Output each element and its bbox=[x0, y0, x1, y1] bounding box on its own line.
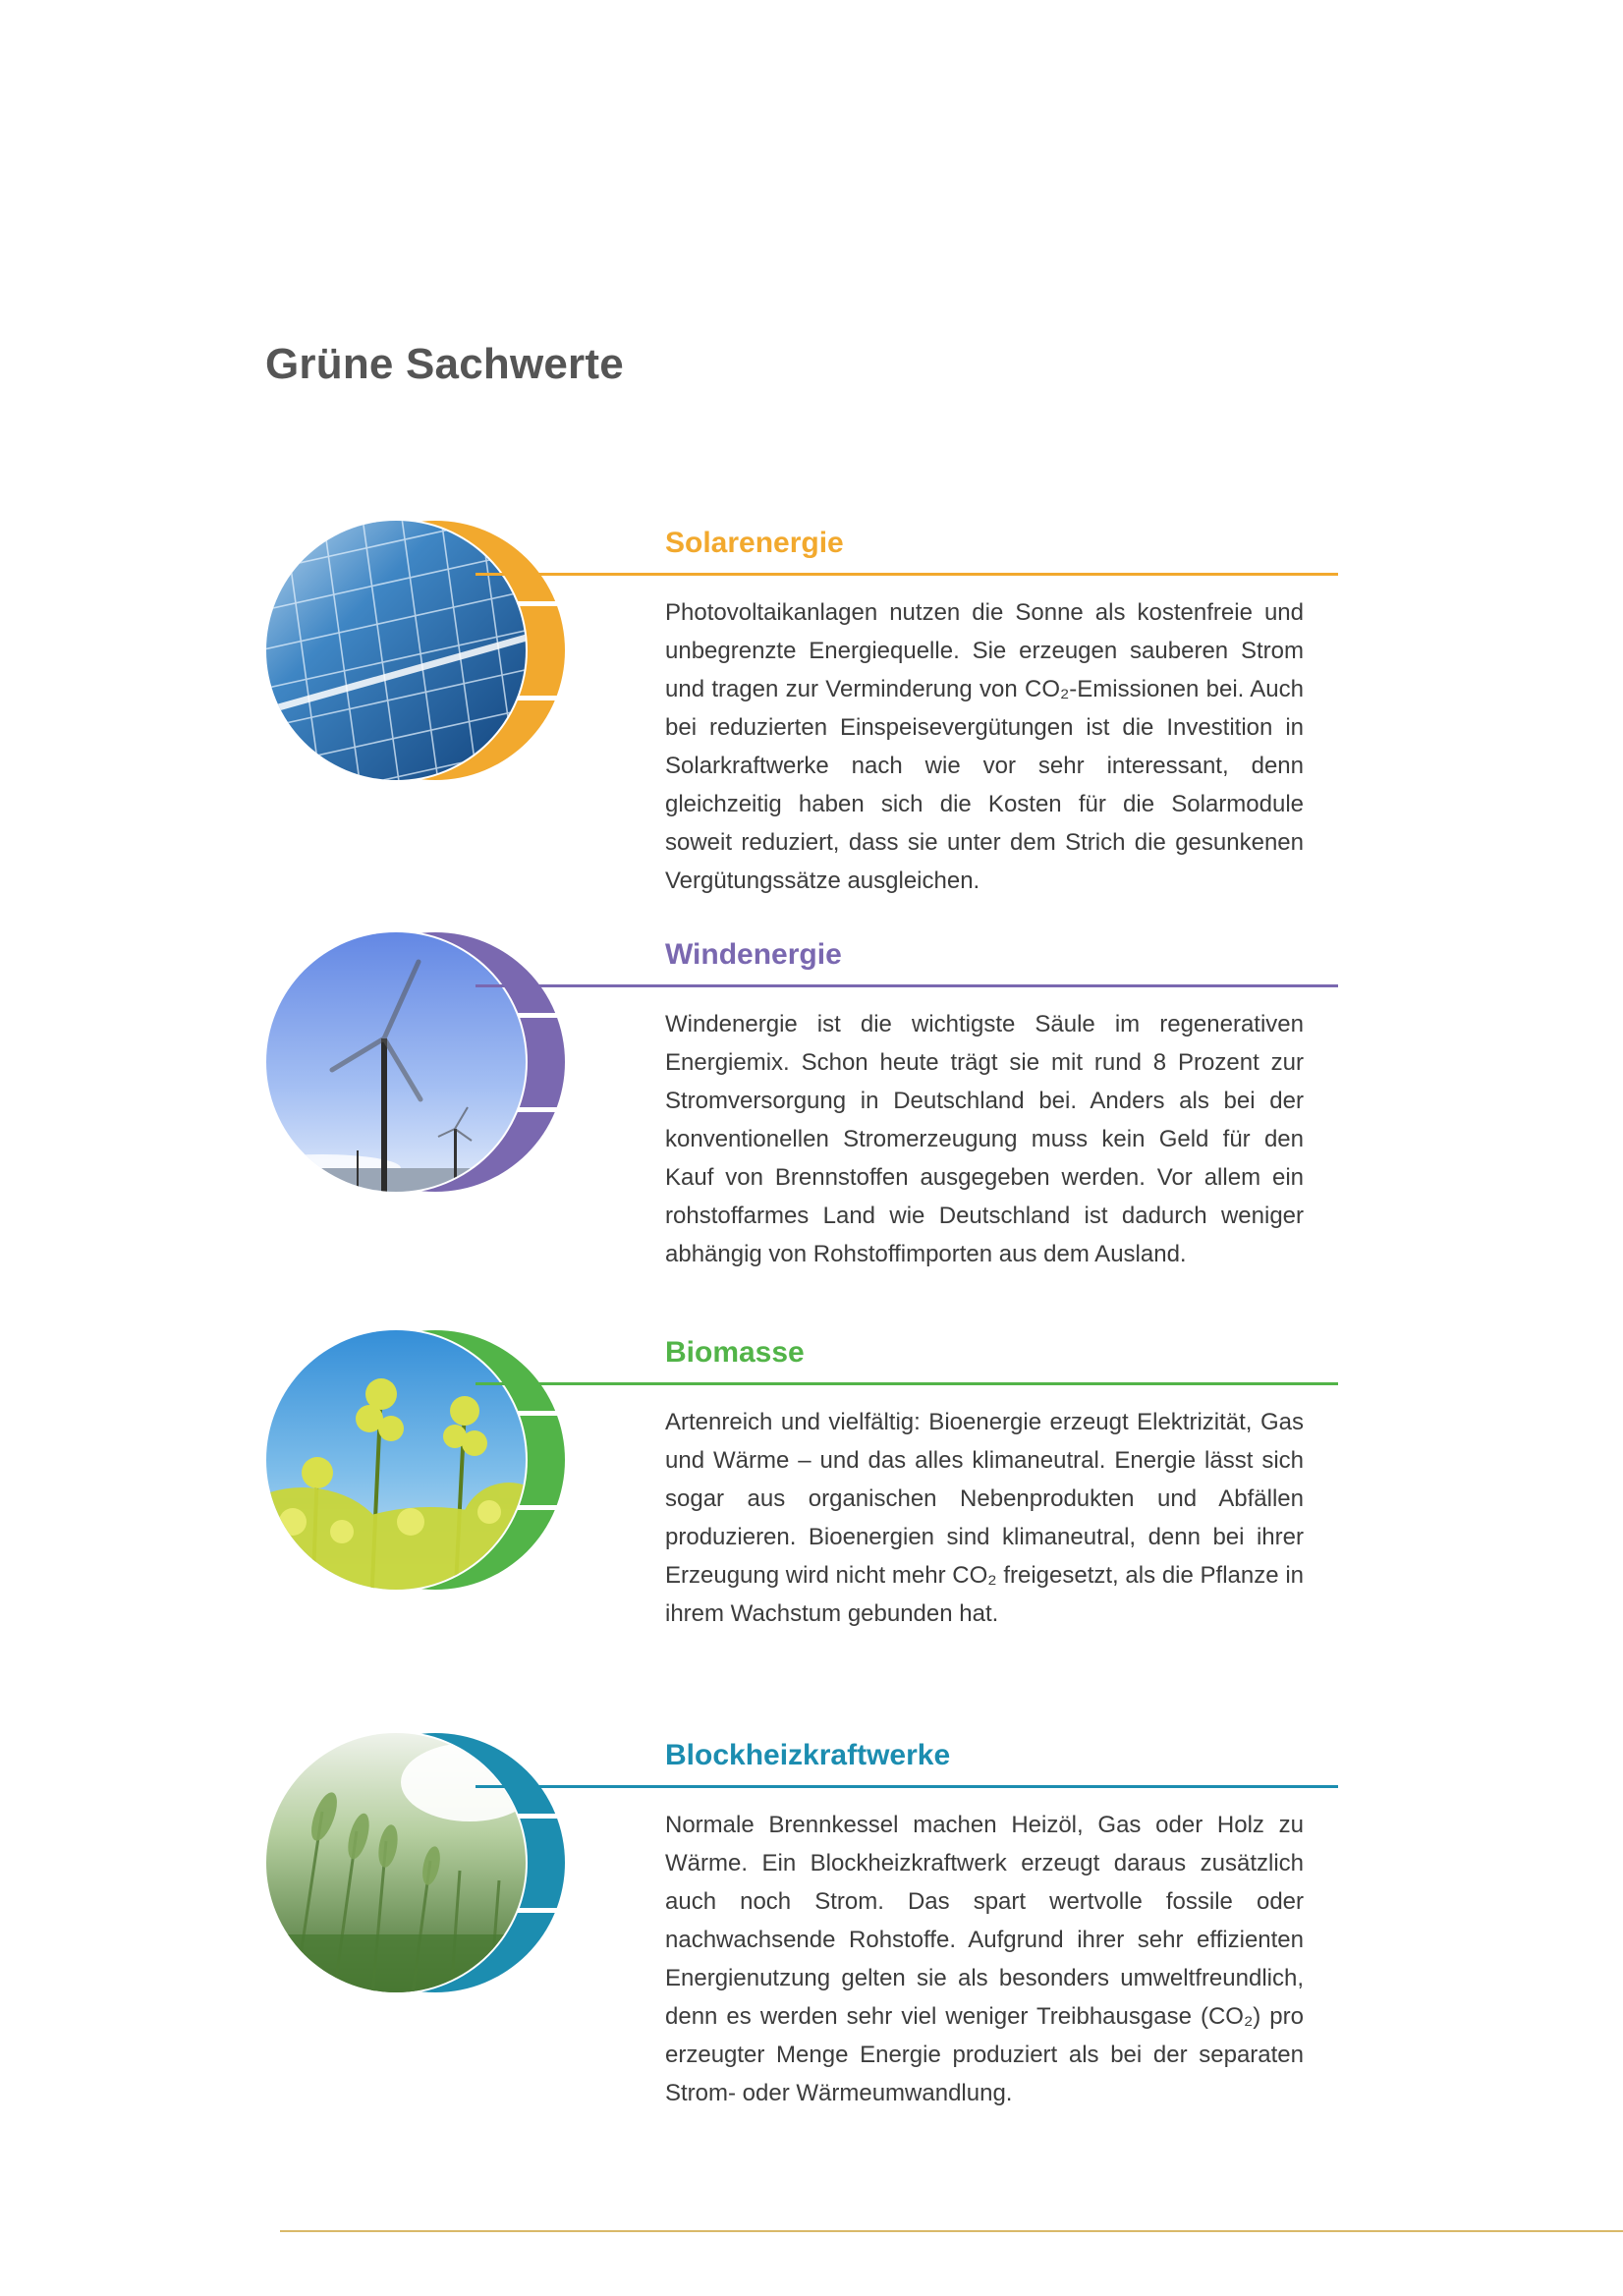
section-body: Normale Brennkessel machen Heizöl, Gas oder Holz zu Wärme. Ein Blockheizkraftwerk erzeugt daraus zusätzlich auch noch Strom. Das spart wertvolle fossile oder nachwachsende Rohstoffe. Aufgrund ihrer sehr effizienten Energienutzung gelten sie als besonders umweltfreundlich, denn es werden sehr viel weniger Treibhausgase (CO₂) pro erzeugter Menge Energie produziert als bei der separaten Strom- oder Wärmeumwandlung. bbox=[665, 1812, 1304, 2106]
section-body: Artenreich und vielfältig: Bioenergie erzeugt Elektrizität, Gas und Wärme – und das alles klimaneutral. Energie lässt sich sogar aus organischen Nebenprodukten und Abfällen produzieren. Bioenergien sind klimaneutral, denn bei ihrer Erzeugung wird nicht mehr CO₂ freigesetzt, als die Pflanze in ihrem Wachstum gebunden hat. bbox=[665, 1409, 1304, 1627]
section-heading: Windenergie bbox=[665, 938, 842, 971]
section-heading: Solarenergie bbox=[665, 527, 844, 559]
section-body: Photovoltaikanlagen nutzen die Sonne als kostenfreie und unbegrenzte Energiequelle. Sie erzeugen sauberen Strom und tragen zur Verminderung von CO₂-Emissionen bei. Auch bei reduzierten Einspeisevergütungen ist die Investition in Solarkraftwerke nach wie vor sehr interessant, denn gleichzeitig haben sich die Kosten für die Solarmodule soweit reduziert, dass sie unter dem Strich die gesunkenen Vergütungssätze ausgleichen. bbox=[665, 599, 1304, 894]
section-biomass bbox=[0, 1320, 1623, 1654]
page-title: Grüne Sachwerte bbox=[265, 340, 624, 388]
section-heading: Biomasse bbox=[665, 1336, 805, 1369]
section-heading: Blockheizkraftwerke bbox=[665, 1739, 951, 1771]
section-body: Windenergie ist die wichtigste Säule im regenerativen Energiemix. Schon heute trägt sie mit rund 8 Prozent zur Stromversorgung in Deutschland bei. Anders als bei der konventionellen Stromerzeugung muss kein Geld für den Kauf von Brennstoffen ausgegeben werden. Vor allem ein rohstoffarmes Land wie Deutschland ist dadurch weniger abhängig von Rohstoffimporten aus dem Ausland. bbox=[665, 1011, 1304, 1267]
section-chp bbox=[0, 1723, 1623, 2136]
wheat-field-image bbox=[263, 1723, 578, 1998]
section-rule bbox=[476, 984, 1338, 987]
section-solar bbox=[0, 511, 1623, 904]
section-rule bbox=[476, 1382, 1338, 1385]
section-rule bbox=[476, 1785, 1338, 1788]
wind-turbine-image bbox=[263, 923, 578, 1198]
section-wind bbox=[0, 923, 1623, 1276]
section-rule bbox=[476, 573, 1338, 576]
solar-panel-image bbox=[263, 511, 578, 786]
rapeseed-flower-image bbox=[263, 1320, 578, 1596]
footer-rule bbox=[280, 2230, 1623, 2232]
